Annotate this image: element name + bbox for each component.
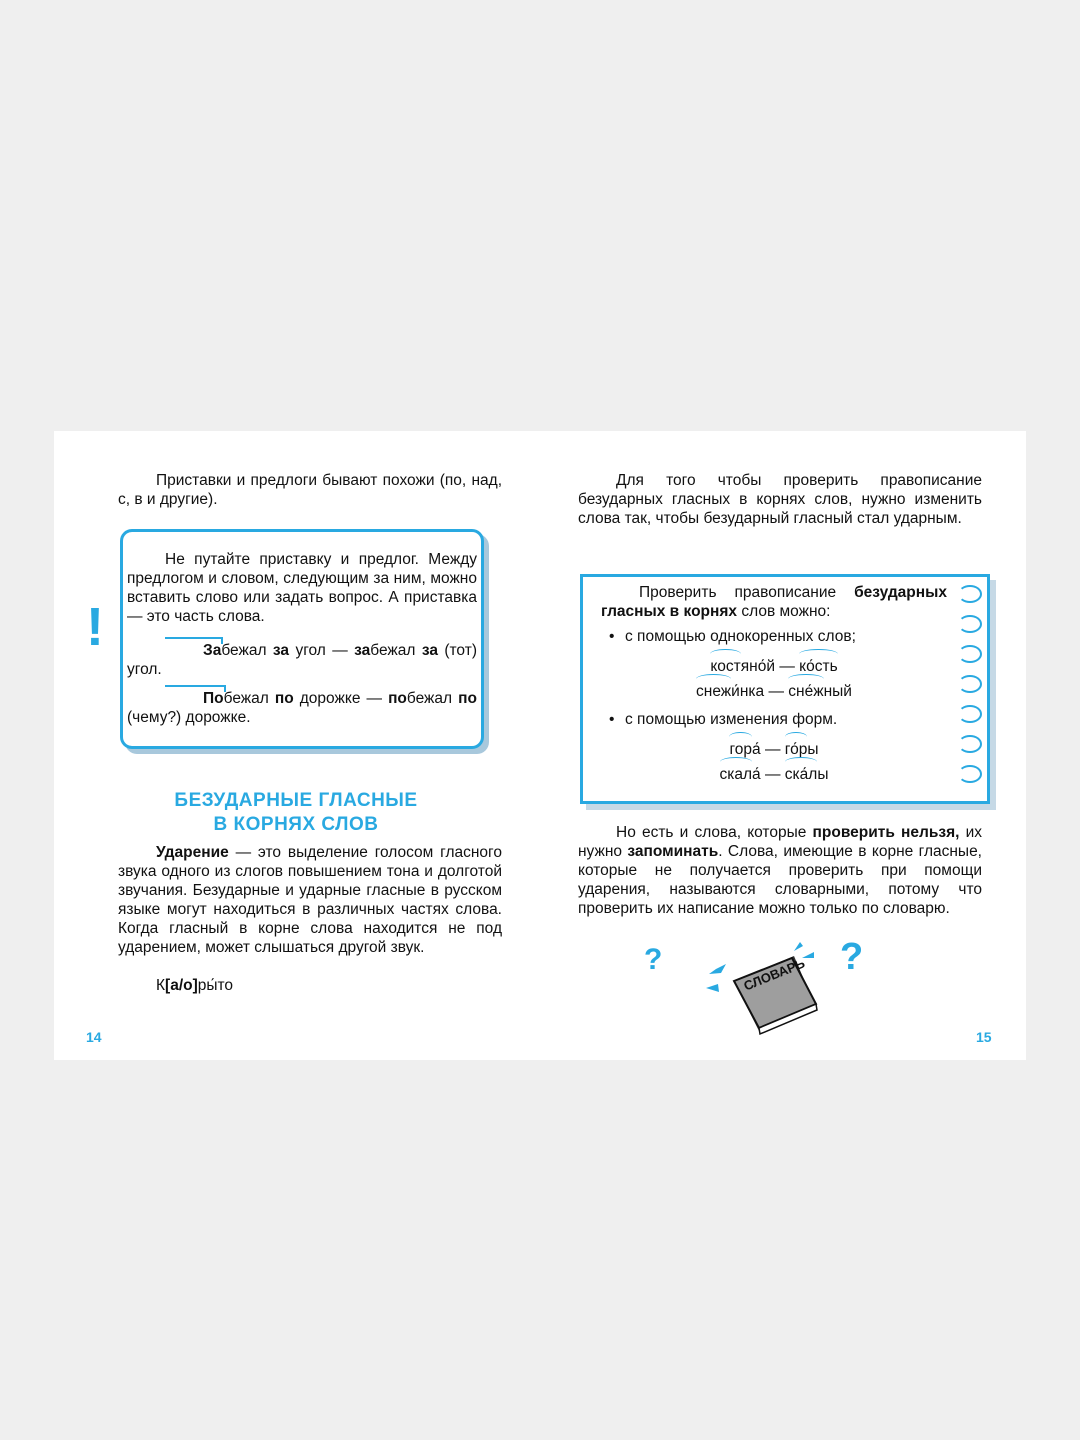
pair-kostyanoy: костяно́й — ко́сть xyxy=(601,654,947,679)
right-intro: Для того чтобы проверить правописание безударных гласных в корнях слов, нужно изменить слова так, чтобы безударный гласный стал ударным. xyxy=(578,472,982,527)
exclamation-icon: ! xyxy=(86,597,104,657)
notebook-spiral-icon xyxy=(958,581,988,793)
question-mark-right-icon: ? xyxy=(840,936,864,978)
stress-definition: Ударение — это выделение голосом гласного звука одного из слогов повышением тона и долготой звучания. Безударные и ударные гласные в русском языке могут находиться в различных частях слова. Когда гласный в корне слова находится не под ударением, может слышаться другой звук. xyxy=(118,844,502,956)
warning-box xyxy=(120,529,484,749)
bullet-cognates: • с помощью однокоренных слов; xyxy=(601,627,947,646)
page-number-right: 15 xyxy=(976,1029,992,1045)
left-page-column xyxy=(118,471,502,509)
page-number-left: 14 xyxy=(86,1029,102,1045)
example-word: К[а/о]ры́то xyxy=(156,977,234,994)
pair-gora: гора́ — го́ры xyxy=(601,737,947,762)
dictionary-words-block xyxy=(578,823,982,918)
pair-skala: скала́ — ска́лы xyxy=(601,762,947,787)
rule-heading: Проверить правописание безударных гласных в корнях слов можно: xyxy=(601,584,947,620)
right-page-column xyxy=(578,471,982,528)
book-label: СЛОВАРЬ xyxy=(741,955,807,994)
book-spread xyxy=(54,431,1026,1060)
left-intro: Приставки и предлоги бывают похожи (по, над, с, в и другие). xyxy=(118,472,502,508)
stress-definition-block xyxy=(118,843,502,995)
question-mark-left-icon: ? xyxy=(644,943,663,976)
dictionary-words-text: Но есть и слова, которые проверить нельзя, их нужно запоминать. Слова, имеющие в корне гласные, которые не получается проверить при помощи ударения, называются словарными, потому что проверить их написание можно только по словарю. xyxy=(578,824,982,917)
example-zabezhal: Забежал за угол — забежал за (тот) угол. xyxy=(127,642,477,678)
example-pobezhal: Побежал по дорожке — побежал по (чему?) дорожке. xyxy=(127,690,477,726)
section-title: БЕЗУДАРНЫЕ ГЛАСНЫЕ В КОРНЯХ СЛОВ xyxy=(174,790,418,835)
pair-snezhinka: снежи́нка — сне́жный xyxy=(601,679,947,704)
rule-notebook-box xyxy=(580,574,990,804)
bullet-forms: • с помощью изменения форм. xyxy=(601,710,947,729)
warning-text: Не путайте приставку и предлог. Между предлогом и словом, следующим за ним, можно вставить слово или задать вопрос. А приставка — это часть слова. xyxy=(127,551,477,625)
